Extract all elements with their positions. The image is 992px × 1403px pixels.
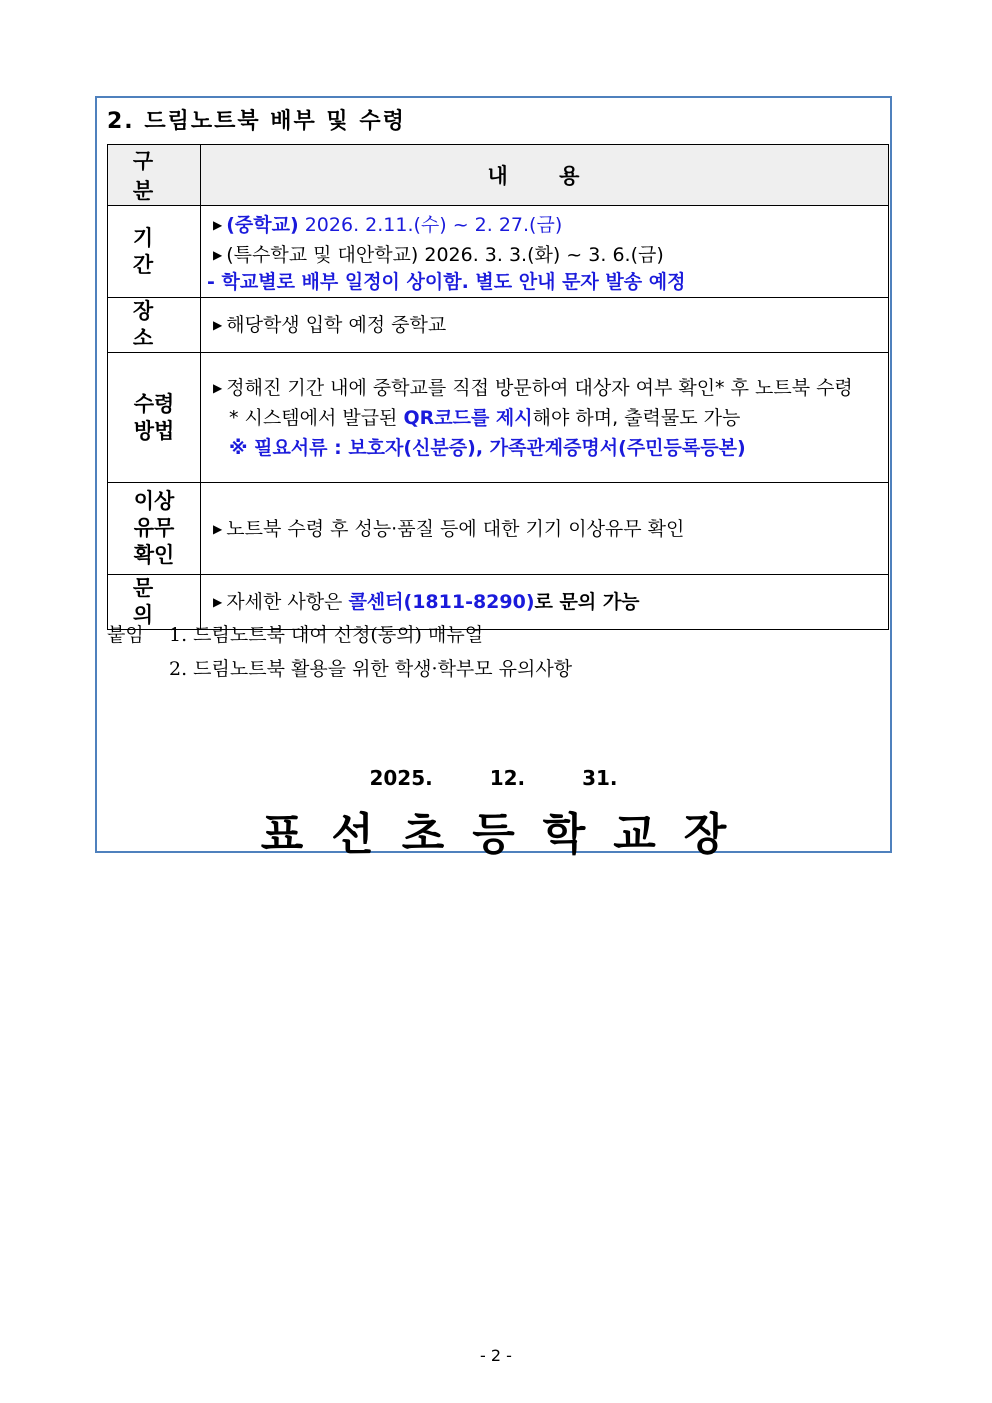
table-row-place	[108, 298, 889, 353]
content-period	[201, 206, 889, 298]
label-period: 기 간	[108, 206, 201, 298]
method-required-docs: ※ 필요서류 : 보호자(신분증), 가족관계증명서(주민등록등본)	[229, 436, 746, 459]
label-check-line3: 확인	[133, 543, 175, 567]
method-note-prefix: * 시스템에서 발급된	[229, 406, 404, 429]
method-text: 정해진 기간 내에 중학교를 직접 방문하여 대상자 여부 확인* 후 노트북 수령	[226, 376, 853, 399]
content-method	[201, 353, 889, 483]
label-check-line1: 이상	[133, 489, 175, 513]
place-text: 해당학생 입학 예정 중학교	[226, 314, 447, 336]
attachments-label: 붙임	[107, 624, 144, 646]
table-row-check	[108, 483, 889, 575]
document-frame	[95, 96, 892, 860]
attachment-item: 1. 드림노트북 대여 신청(동의) 매뉴얼	[169, 624, 484, 646]
label-method-line2: 방법	[133, 418, 175, 443]
label-check-line2: 유무	[133, 516, 175, 540]
page-number: - 2 -	[480, 1346, 512, 1365]
attachments	[107, 618, 572, 686]
label-method-line1: 수령	[133, 391, 175, 416]
header-category: 구 분	[108, 145, 201, 206]
signer-name: 표선초등학교장	[260, 809, 755, 860]
bullet-arrow-icon: ▶	[213, 318, 223, 332]
bullet-arrow-icon: ▶	[213, 380, 223, 395]
period-special-school: (특수학교 및 대안학교) 2026. 3. 3.(화) ~ 3. 6.(금)	[226, 243, 664, 266]
inquiry-prefix: 자세한 사항은	[226, 591, 349, 613]
label-check	[108, 483, 201, 575]
bullet-arrow-icon: ▶	[213, 595, 223, 609]
attachment-item: 2. 드림노트북 활용을 위한 학생·학부모 유의사항	[169, 658, 573, 680]
section-title: 2. 드림노트북 배부 및 수령	[107, 109, 406, 134]
label-method	[108, 353, 201, 483]
label-inquiry: 문 의	[108, 575, 201, 630]
table-header-row	[108, 145, 889, 206]
label-place: 장 소	[108, 298, 201, 353]
table-row-period	[108, 206, 889, 298]
check-text: 노트북 수령 후 성능·품질 등에 대한 기기 이상유무 확인	[226, 517, 685, 540]
method-note-suffix: 해야 하며, 출력물도 가능	[532, 406, 741, 429]
inquiry-suffix: 로 문의 가능	[534, 591, 640, 613]
method-note-highlight: QR코드를 제시	[403, 406, 533, 429]
document-date: 2025. 12. 31.	[369, 766, 618, 790]
period-middle-school-label: (중학교)	[226, 213, 299, 236]
period-middle-school-dates: 2026. 2.11.(수) ~ 2. 27.(금)	[298, 213, 563, 236]
content-check	[201, 483, 889, 575]
inquiry-callcenter: 콜센터(1811-8290)	[348, 591, 535, 613]
bullet-arrow-icon: ▶	[213, 247, 223, 262]
table-row-method	[108, 353, 889, 483]
distribution-table	[107, 144, 889, 630]
bullet-arrow-icon: ▶	[213, 217, 223, 232]
bullet-arrow-icon: ▶	[213, 521, 223, 536]
content-place	[201, 298, 889, 353]
header-content: 내 용	[201, 145, 889, 206]
period-note: - 학교별로 배부 일정이 상이함. 별도 안내 문자 발송 예정	[207, 270, 686, 293]
